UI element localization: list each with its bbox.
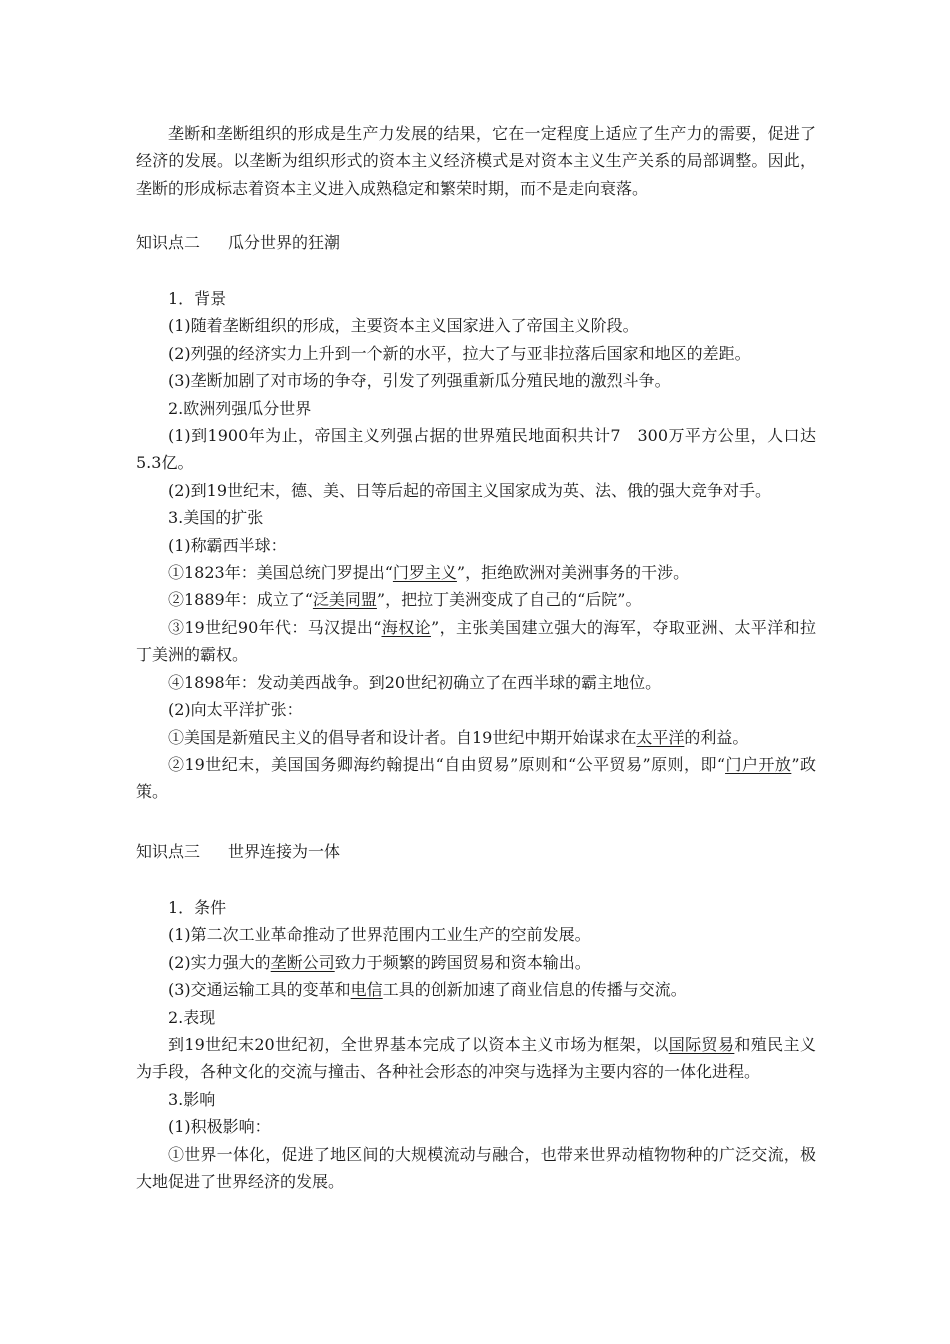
background-item: (1)随着垄断组织的形成，主要资本主义国家进入了帝国主义阶段。 [168, 316, 639, 336]
background-title: 1．背景 [168, 289, 227, 308]
section-3-label: 知识点三 [136, 842, 201, 861]
monroe-doctrine-term: 门罗主义 [392, 563, 457, 583]
us-sub-pacific: (2)向太平洋扩张： [168, 700, 303, 720]
pacific-term: 太平洋 [636, 727, 685, 747]
condition-item: (3)交通运输工具的变革和电信工具的创新加速了商业信息的传播与交流。 [168, 980, 687, 1000]
europe-title: 2.欧洲列强瓜分世界 [168, 398, 312, 418]
us-sub-western-hemisphere: (1)称霸西半球： [168, 535, 287, 555]
europe-item: (2)到19世纪末，德、美、日等后起的帝国主义国家成为英、法、俄的强大竞争对手。 [168, 480, 772, 500]
monopoly-company-term: 垄断公司 [270, 952, 335, 972]
impact-title: 3.影响 [168, 1089, 216, 1109]
section-2-label: 知识点二 [136, 233, 201, 252]
impact-positive-sub: (1)积极影响： [168, 1117, 271, 1137]
conditions-title: 1．条件 [168, 898, 227, 917]
manifestation-text: 到19世纪末20世纪初，全世界基本完成了以资本主义市场为框架，以国际贸易和殖民主义为手段，各种文化的交流与撞击、各种社会形态的冲突与选择为主要内容的一体化进程。 [136, 1035, 816, 1082]
open-door-item: ②19世纪末，美国国务卿海约翰提出“自由贸易”原则和“公平贸易”原则，即“门户开放”政策。 [136, 754, 816, 802]
section-3-title: 世界连接为一体 [228, 842, 341, 861]
background-item: (3)垄断加剧了对市场的争夺，引发了列强重新瓜分殖民地的激烈斗争。 [168, 371, 671, 391]
section-2-title: 瓜分世界的狂潮 [228, 233, 341, 252]
background-item: (2)列强的经济实力上升到一个新的水平，拉大了与亚非拉落后国家和地区的差距。 [168, 343, 751, 363]
pacific-item: ①美国是新殖民主义的倡导者和设计者。自19世纪中期开始谋求在太平洋的利益。 [168, 727, 749, 747]
section-3-body [136, 894, 816, 1195]
impact-item: ①世界一体化，促进了地区间的大规模流动与融合，也带来世界动植物物种的广泛交流，极大地促进了世界经济的发展。 [136, 1144, 816, 1192]
sea-power-term: 海权论 [381, 617, 432, 637]
europe-item: (1)到1900年为止，帝国主义列强占据的世界殖民地面积共计7 300万平方公里，人口达5.3亿。 [136, 426, 816, 473]
section-2-heading [136, 229, 816, 256]
manifestation-title: 2.表现 [168, 1007, 216, 1027]
monroe-item: ①1823年：美国总统门罗提出“门罗主义”，拒绝欧洲对美洲事务的干涉。 [168, 563, 690, 583]
condition-item: (2)实力强大的垄断公司致力于频繁的跨国贸易和资本输出。 [168, 952, 591, 972]
section-3-heading [136, 838, 816, 865]
open-door-term: 门户开放 [725, 754, 792, 774]
panamerican-item: ②1889年：成立了“泛美同盟”，把拉丁美洲变成了自己的“后院”。 [168, 590, 642, 610]
section-2-body [136, 285, 816, 806]
panamerican-union-term: 泛美同盟 [312, 590, 377, 610]
intro-paragraph: 垄断和垄断组织的形成是生产力发展的结果，它在一定程度上适应了生产力的需要，促进了经济的发展。以垄断为组织形式的资本主义经济模式是对资本主义生产关系的局部调整。因此，垄断的形成标志着资本主义进入成熟稳定和繁荣时期，而不是走向衰落。 [136, 124, 816, 198]
telecom-term: 电信 [350, 980, 383, 1000]
intro-section [136, 120, 816, 202]
mahan-item: ③19世纪90年代：马汉提出“海权论”，主张美国建立强大的海军，夺取亚洲、太平洋和拉丁美洲的霸权。 [136, 617, 816, 665]
us-expansion-title: 3.美国的扩张 [168, 508, 264, 528]
international-trade-term: 国际贸易 [668, 1035, 735, 1055]
condition-item: (1)第二次工业革命推动了世界范围内工业生产的空前发展。 [168, 925, 591, 945]
spanish-american-war-item: ④1898年：发动美西战争。到20世纪初确立了在西半球的霸主地位。 [168, 672, 662, 692]
